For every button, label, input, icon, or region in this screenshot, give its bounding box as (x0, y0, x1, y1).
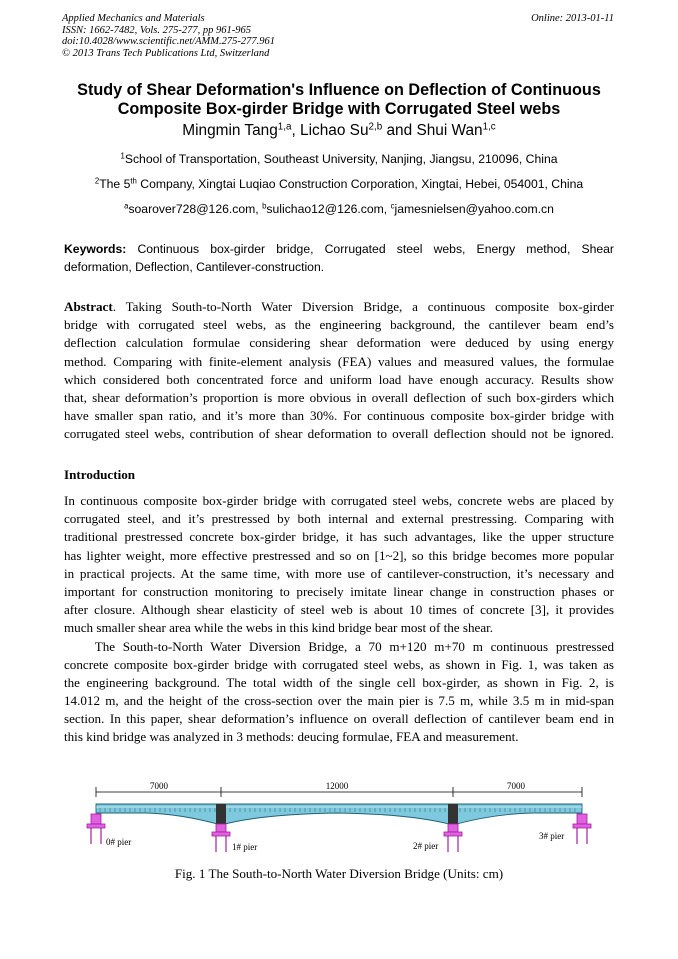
running-header (62, 13, 275, 59)
author-name: Mingmin Tang (182, 122, 278, 139)
abstract-line: bridge with corrugated steel webs, as the engineering background, the cantilever beam end’s (64, 317, 614, 333)
pier-label: 1# pier (232, 842, 258, 852)
aff-text: The 5 (99, 177, 131, 191)
intro-line: The South-to-North Water Diversion Bridge, a 70 m+120 m+70 m continuous prestressed (64, 638, 614, 654)
title-line-2: Composite Box-girder Bridge with Corrugated Steel webs (117, 100, 561, 118)
pier-0 (87, 814, 105, 844)
abstract-line: that, shear deformation’s proportion is more obvious in overall deflection of such box-girders which (64, 389, 614, 405)
pier-label: 2# pier (413, 841, 439, 851)
intro-line: traditional prestressed concrete box-girder bridge, it has such advantages, like the upper structure (64, 529, 614, 545)
paper-title (40, 81, 638, 119)
affiliation-2 (40, 176, 638, 192)
intro-line: important for construction monitoring to precisely imitate linear change in construction phases or (64, 583, 614, 599)
keywords-line-2: deformation, Deflection, Cantilever-construction. (64, 260, 325, 274)
author-name: Lichao Su (300, 122, 369, 139)
email-sup: b (262, 201, 267, 211)
email-sup: c (390, 201, 395, 211)
email-c[interactable]: jamesnielsen@yahoo.com.cn (394, 202, 554, 216)
intro-line: concrete composite box-girder bridge with corrugated steel webs, as shown in Fig. 1, was taken as (64, 656, 614, 672)
email-line (40, 201, 638, 217)
author-name: Shui Wan (416, 122, 483, 139)
intro-line: corrugated steel, and it’s prestressed by both internal and external prestressing. Comparing with (64, 511, 614, 527)
intro-line: section. In this paper, shear deformation’s influence on overall deflection of cantilever beam end in (64, 711, 614, 727)
intro-line: 14.012 m, and the height of the cross-section over the main pier is 7.5 m, while 3.5 m in mid-span (64, 693, 614, 709)
aff-sup: 1 (120, 151, 125, 161)
pier-label: 3# pier (539, 831, 565, 841)
aff-text: Company, Xingtai Luqiao Construction Corporation, Xingtai, Hebei, 054001, China (136, 177, 584, 191)
intro-line: the engineering background. The total width of the single cell box-girder, as shown in Fig. 2, is (64, 674, 614, 690)
title-line-1: Study of Shear Deformation's Influence on Deflection of Continuous (77, 81, 601, 99)
abstract-line: Abstract. Taking South-to-North Water Diversion Bridge, a continuous composite box-girder (64, 299, 614, 314)
section-heading-introduction: Introduction (64, 467, 136, 482)
pier-footing (87, 824, 105, 828)
span-label: 7000 (150, 781, 168, 791)
doi-line[interactable]: doi:10.4028/www.scientific.net/AMM.275-277.961 (62, 36, 275, 47)
pier-cap (448, 824, 458, 832)
author-sup: 1,a (277, 121, 292, 133)
pier-segment-2 (448, 804, 458, 824)
abstract-line: method. Comparing with finite-element analysis (FEA) values and measured values, the formulae (64, 353, 614, 369)
abstract-label: Abstract (64, 299, 113, 314)
abstract-block (64, 298, 614, 444)
email-b[interactable]: sulichao12@126.com, (266, 202, 391, 216)
email-sup: a (124, 201, 129, 211)
pier-footing (444, 832, 462, 836)
email-a[interactable]: soarover728@126.com, (128, 202, 263, 216)
aff-text: School of Transportation, Southeast University, Nanjing, Jiangsu, 210096, China (124, 152, 558, 166)
abstract-line: which considered both concentrated force and uniform load have enough accuracy. Results show (64, 371, 614, 387)
author-separator: and (382, 122, 417, 139)
pier-cap (91, 814, 101, 824)
pier-cap (216, 824, 226, 832)
issn-line: ISSN: 1662-7482, Vols. 275-277, pp 961-965 (62, 24, 251, 36)
intro-line: this kind bridge was analyzed in 3 methods: deucing formulae, FEA and measurement. (64, 729, 519, 745)
affiliation-1 (40, 151, 638, 167)
intro-line: much smaller shear area while the webs in this kind bridge bear most of the shear. (64, 620, 494, 636)
figure-caption: Fig. 1 The South-to-North Water Diversion Bridge (Units: cm) (174, 866, 504, 881)
author-separator: , (291, 122, 301, 139)
intro-line: In continuous composite box-girder bridge with corrugated steel webs, concrete webs are placed by (64, 493, 614, 508)
abstract-line: have smaller span ratio, and it’s more than 30%. For continuous composite box-girder bridge with (64, 408, 614, 424)
pier-1 (212, 824, 230, 852)
aff-sup: 2 (94, 176, 100, 186)
intro-line: in practical projects. At the same time, with more use of cantilever-construction, it’s necessary and (64, 565, 614, 581)
introduction-block (64, 492, 614, 747)
pier-label: 0# pier (106, 837, 132, 847)
author-list (40, 121, 638, 141)
pier-cap (577, 814, 587, 824)
span-label: 12000 (325, 781, 349, 791)
bridge-elevation-figure (82, 776, 598, 856)
copyright-line: © 2013 Trans Tech Publications Ltd, Switzerland (62, 47, 270, 59)
author-sup: 1,c (482, 121, 496, 133)
pier-footing (573, 824, 591, 828)
pier-group (87, 814, 591, 852)
pier-footing (212, 832, 230, 836)
pier-3 (573, 814, 591, 844)
keywords-block (64, 240, 614, 276)
pier-segment-1 (216, 804, 226, 824)
abstract-line: deflection calculation formulae considering shear deformation were deduced by using energy (64, 335, 614, 351)
online-date: Online: 2013-01-11 (531, 13, 614, 24)
intro-line: after closure. Although shear elasticity of steel web is about 10 times of concrete [3], it provides (64, 602, 614, 618)
keywords-text: Continuous box-girder bridge, Corrugated steel webs, Energy method, Shear (126, 242, 614, 256)
keywords-label: Keywords: (64, 242, 127, 256)
span-label: 7000 (507, 781, 525, 791)
journal-name: Applied Mechanics and Materials (62, 13, 205, 24)
pier-2 (444, 824, 462, 852)
intro-line: has lighter weight, more effective prestressed and so on [1~2], so this bridge becomes more popular (64, 547, 614, 563)
abstract-line: corrugated steel webs, contribution of shear deformation to overall deflection should not be ignored. (64, 426, 614, 442)
keywords-line-1 (64, 240, 614, 258)
aff-th-sup: th (130, 176, 137, 186)
author-sup: 2,b (368, 121, 383, 133)
